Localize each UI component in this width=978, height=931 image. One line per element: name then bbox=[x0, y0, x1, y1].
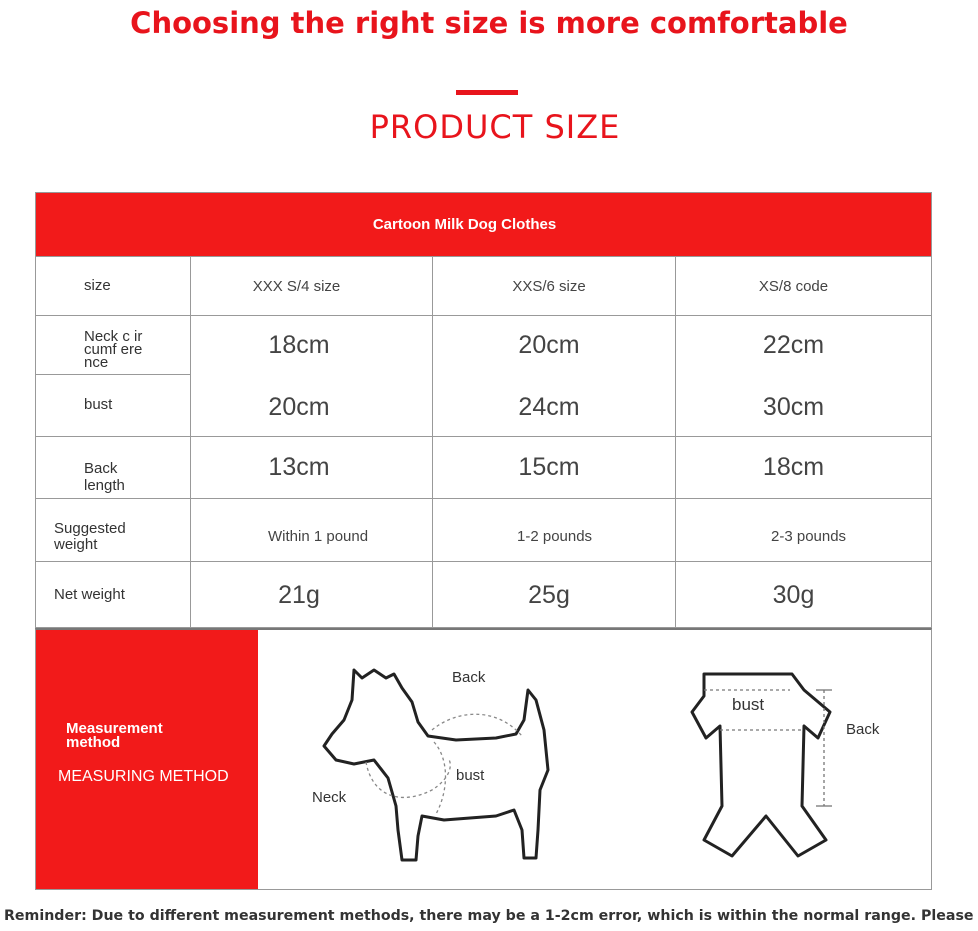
header-col-2: XXS/6 size bbox=[512, 277, 586, 295]
value-cell: 20cm bbox=[268, 393, 330, 421]
value-cell: 18cm bbox=[762, 453, 825, 481]
value-cell: 1-2 pounds bbox=[517, 528, 593, 546]
value-cell: Within 1 pound bbox=[268, 528, 369, 546]
dog-neck-label: Neck bbox=[312, 789, 347, 806]
measurement-diagrams bbox=[36, 630, 933, 892]
measurement-method-label: Measurement method bbox=[66, 720, 163, 752]
dog-bust-label: bust bbox=[456, 767, 485, 784]
dog-outline-icon bbox=[324, 670, 548, 860]
value-cell: 20cm bbox=[518, 330, 580, 359]
row-label-back-length: Back length bbox=[84, 460, 125, 494]
dog-back-label: Back bbox=[452, 669, 486, 686]
row-label-bust: bust bbox=[84, 396, 113, 413]
measurement-section bbox=[35, 628, 932, 890]
value-cell: 15cm bbox=[518, 453, 580, 481]
value-cell: 13cm bbox=[268, 453, 330, 481]
reminder-text: Reminder: Due to different measurement methods, there may be a 1-2cm error, which is within the normal range. Please bbox=[4, 908, 974, 924]
garment-bust-label: bust bbox=[732, 695, 765, 714]
value-cell: 21g bbox=[278, 580, 320, 609]
size-table bbox=[35, 192, 932, 628]
headline: Choosing the right size is more comfortable bbox=[130, 6, 848, 40]
value-cell: 22cm bbox=[762, 330, 825, 359]
header-col-1: XXX S/4 size bbox=[252, 277, 341, 295]
dog-bust-line bbox=[434, 742, 446, 814]
row-label-suggested-weight: Suggested weight bbox=[54, 519, 126, 553]
value-cell: 24cm bbox=[518, 393, 580, 421]
product-size-title: PRODUCT SIZE bbox=[369, 108, 621, 146]
measuring-method-caps: MEASURING METHOD bbox=[58, 768, 229, 785]
value-cell: 30g bbox=[772, 580, 815, 609]
dog-back-line bbox=[432, 714, 522, 736]
table-title: Cartoon Milk Dog Clothes bbox=[36, 193, 931, 256]
garment-back-label: Back bbox=[846, 721, 880, 738]
value-cell: 25g bbox=[528, 580, 570, 609]
header-col-3: XS/8 code bbox=[758, 277, 829, 295]
value-cell: 30cm bbox=[762, 393, 825, 421]
value-cell: 18cm bbox=[268, 330, 330, 359]
row-label-net-weight: Net weight bbox=[54, 585, 125, 603]
title-divider bbox=[456, 90, 518, 95]
dog-diagram bbox=[324, 670, 548, 860]
header-size: size bbox=[84, 276, 111, 294]
value-cell: 2-3 pounds bbox=[771, 528, 847, 546]
row-label-neck: Neck c ircumf erence bbox=[84, 328, 143, 371]
